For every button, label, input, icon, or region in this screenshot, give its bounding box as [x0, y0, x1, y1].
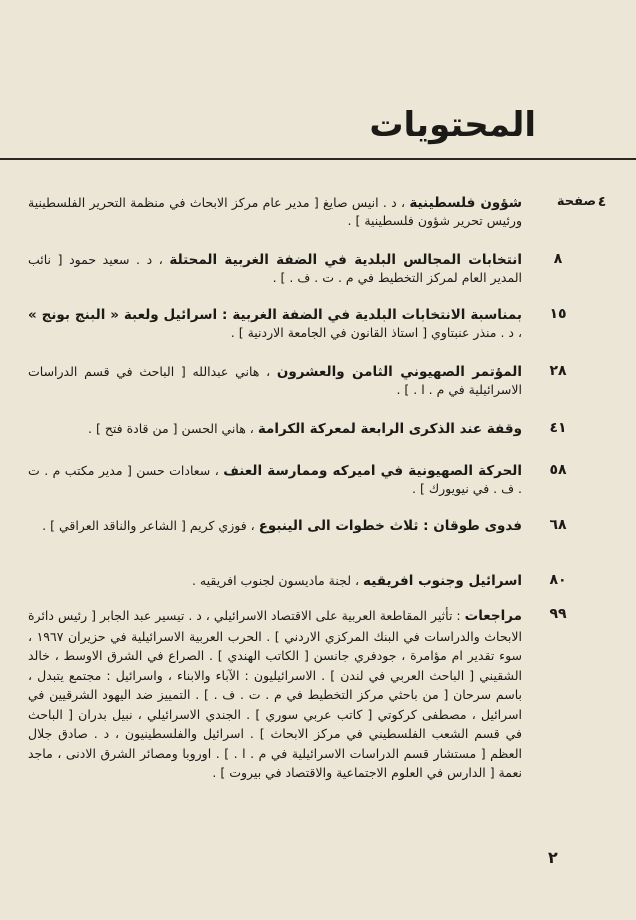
toc-page-number: ٤١: [549, 420, 567, 436]
toc-page-number: ٥٨: [549, 462, 567, 478]
toc-page-number: ٤: [597, 194, 607, 210]
toc-page-number: ٨: [553, 251, 563, 267]
toc-entry-text: [28, 462, 522, 498]
toc-entry-title: وقفة عند الذكرى الرابعة لمعركة الكرامة: [257, 421, 522, 437]
page-column-label: صفحة: [556, 194, 596, 209]
toc-entry-details: ، هاني عبدالله [ الباحث في قسم الدراسات الاسرائيلية في م . ا . ] .: [28, 364, 522, 397]
toc-entry-details: ، د . انيس صايغ [ مدير عام مركز الابحاث في منظمة التحرير الفلسطينية ورئيس تحرير شؤون فلسطينية ] .: [28, 195, 522, 228]
toc-entry-text: [28, 572, 522, 590]
toc-entry-title: مراجعات: [464, 608, 522, 624]
toc-entry-details: ، د . سعيد حمود [ نائب المدير العام لمركز التخطيط في م . ت . ف . ] .: [28, 252, 522, 285]
toc-entry-title: اسرائيل وجنوب افريقيه: [363, 573, 522, 589]
toc-entry-text: [28, 420, 522, 438]
toc-entry-details: ، لجنة ماديسون لجنوب افريقيه .: [191, 573, 360, 588]
toc-entry-text: [28, 194, 522, 230]
toc-entry-title: فدوى طوقان : ثلاث خطوات الى الينبوع: [258, 518, 522, 534]
toc-page-number: ١٥: [549, 306, 567, 322]
toc-entry-title: انتخابات المجالس البلدية في الضفة الغربية المحتلة: [169, 252, 522, 268]
toc-entry-details: ، سعادات حسن [ مدير مكتب م . ت . ف . في نيويورك ] .: [28, 463, 522, 496]
toc-entry-text: [28, 517, 522, 535]
toc-entry-details: : تأثير المقاطعة العربية على الاقتصاد الاسرائيلي ، د . تيسير عبد الجابر [ رئيس دائرة الابحاث والدراسات في البنك المركزي الاردني ] . الحرب العربية الاسرائيلية في حزيران ١٩٦٧ ، سوء تقدير ام مؤامرة ، جودفري جانسن [ الكاتب الهندي ] . الصراع في الشرق الاوسط ، خالد الشقيني [ الباحث العربي في لندن ] . الاسرائيليون : الآباء والابناء ، واسرائيل : مجتمع يتبدل ، باسم سرحان [ من باحثي مركز التخطيط في م . ت . ف . ] . التمييز ضد اليهود الشرقيين في اسرائيل ، مصطفى كركوتي [ كاتب عربي سوري ] . الجندي الاسرائيلي ، نبيل بدران [ الباحث في قسم الشعب الفلسطيني في مركز الابحاث ] . اسرائيل والفلسطينيون ، د . صادق جلال العظم [ مستشار قسم الدراسات الاسرائيلية في م . ا . ] . اوروبا ومصائر الشرق الادنى ، ماجد نعمة [ الدارس في العلوم الاجتماعية والاقتصاد في بيروت ] .: [28, 608, 523, 780]
heading-divider: [0, 158, 636, 160]
toc-entry-text: [28, 306, 522, 342]
toc-page-number: ٢٨: [549, 363, 567, 379]
toc-entry-title: شؤون فلسطينية: [409, 195, 523, 211]
toc-entry-text: [28, 251, 522, 287]
toc-page-number: ٩٩: [549, 606, 567, 622]
toc-page-number: ٨٠: [549, 572, 567, 588]
toc-entry-details: ، د . منذر عنبتاوي [ استاذ القانون في الجامعة الاردنية ] .: [230, 325, 522, 340]
toc-page-number: ٦٨: [549, 517, 567, 533]
toc-entry-title: بمناسبة الانتخابات البلدية في الضفة الغربية : اسرائيل ولعبة « البنج بونج »: [28, 307, 522, 323]
toc-entry-text: [28, 363, 522, 399]
page-number: ٢: [548, 848, 558, 867]
toc-entry-title: المؤتمر الصهيوني الثامن والعشرون: [276, 364, 522, 380]
contents-heading: المحتويات: [369, 105, 536, 145]
toc-entry-text: [28, 606, 522, 783]
toc-entry-details: ، هاني الحسن [ من قادة فتح ] .: [88, 421, 254, 436]
toc-entry-title: الحركة الصهيونية في اميركه وممارسة العنف: [223, 463, 522, 479]
toc-entry-details: ، فوزي كريم [ الشاعر والناقد العراقي ] .: [42, 518, 255, 533]
